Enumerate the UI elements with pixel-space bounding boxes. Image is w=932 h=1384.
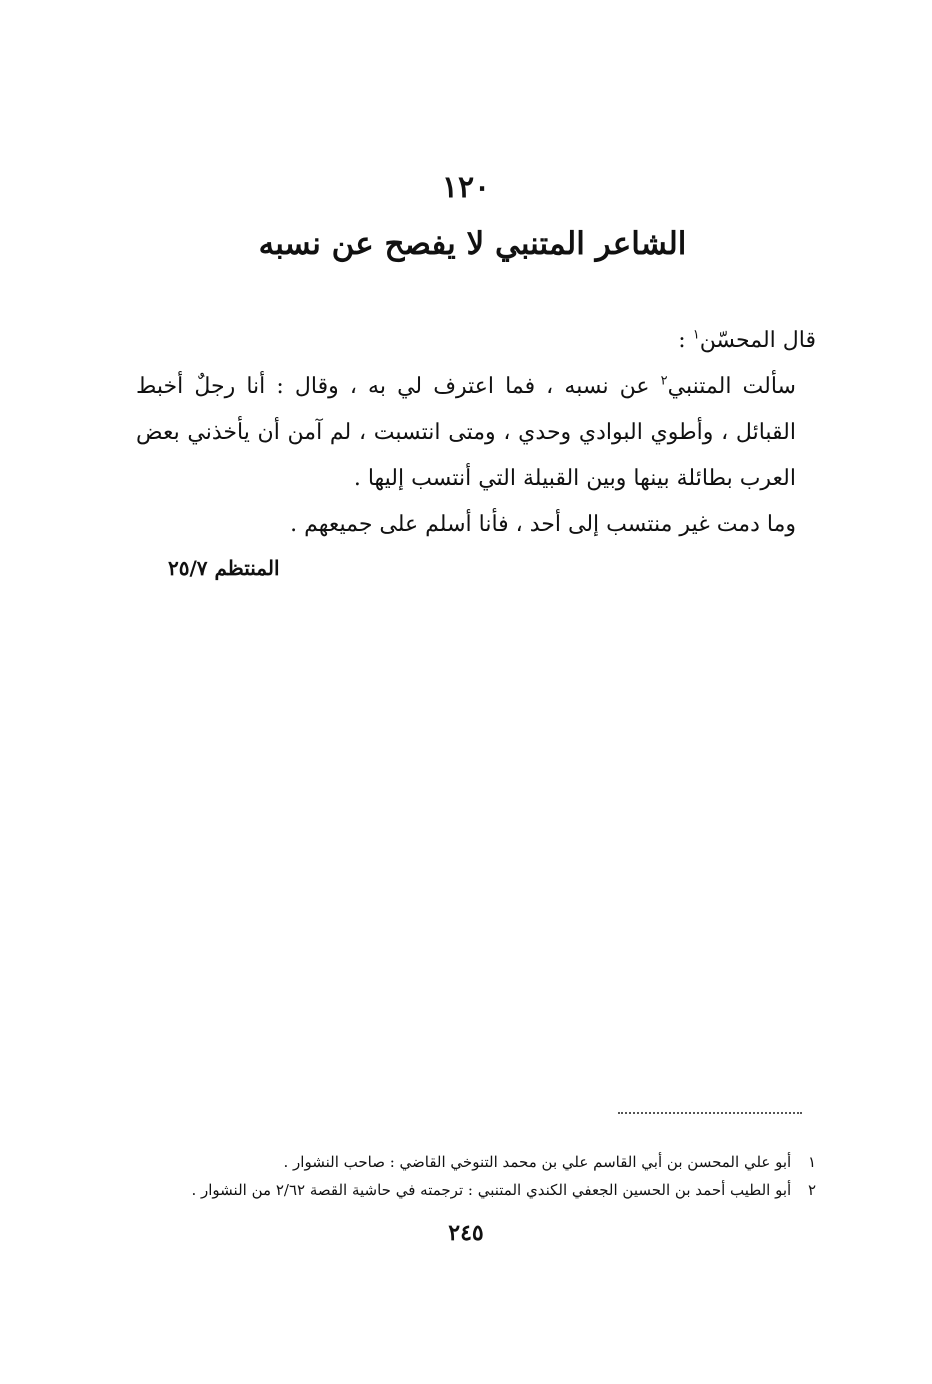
paragraph-1-start: سألت المتنبي — [667, 374, 796, 399]
story-body — [136, 318, 816, 548]
footnote-ref-1: ١ — [692, 327, 700, 343]
source-citation — [168, 556, 408, 580]
story-title: الشاعر المتنبي لا يفصح عن نسبه — [258, 226, 687, 262]
story-number: ١٢٠ — [441, 170, 491, 205]
footnote-ref-2: ٢ — [660, 373, 668, 389]
footnote-text: أبو الطيب أحمد بن الحسين الجعفي الكندي المتنبي : ترجمته في حاشية القصة ٢/٦٢ من النشوار . — [191, 1181, 792, 1199]
intro-text: قال المحسّن — [699, 328, 816, 353]
footnotes — [126, 1148, 816, 1204]
paragraph-2: وما دمت غير منتسب إلى أحد ، فأنا أسلم على جميعهم . — [290, 512, 796, 537]
page-number: ٢٤٥ — [448, 1220, 484, 1246]
paragraph-1 — [136, 364, 816, 502]
intro-tail: : — [678, 328, 693, 353]
paragraph-1-rest: عن نسبه ، فما اعترف لي به ، وقال : أنا رجلٌ أخبط القبائل ، وأطوي البوادي وحدي ، ومتى انتسبت ، لم آمن أن يأخذني بعض العرب بطائلة بينها وبين القبيلة التي أنتسب إليها . — [136, 374, 796, 491]
source-reference: ٢٥/٧ — [168, 556, 208, 580]
footnote-divider — [618, 1112, 802, 1114]
footnote-2 — [126, 1176, 816, 1204]
footnote-text: أبو علي المحسن بن أبي القاسم علي بن محمد التنوخي القاضي : صاحب النشوار . — [283, 1153, 792, 1171]
footnote-number: ٢ — [807, 1181, 816, 1199]
intro-line — [136, 318, 816, 364]
footnote-number: ١ — [807, 1153, 816, 1171]
footnote-1 — [126, 1148, 816, 1176]
source-name: المنتظم — [214, 556, 280, 580]
